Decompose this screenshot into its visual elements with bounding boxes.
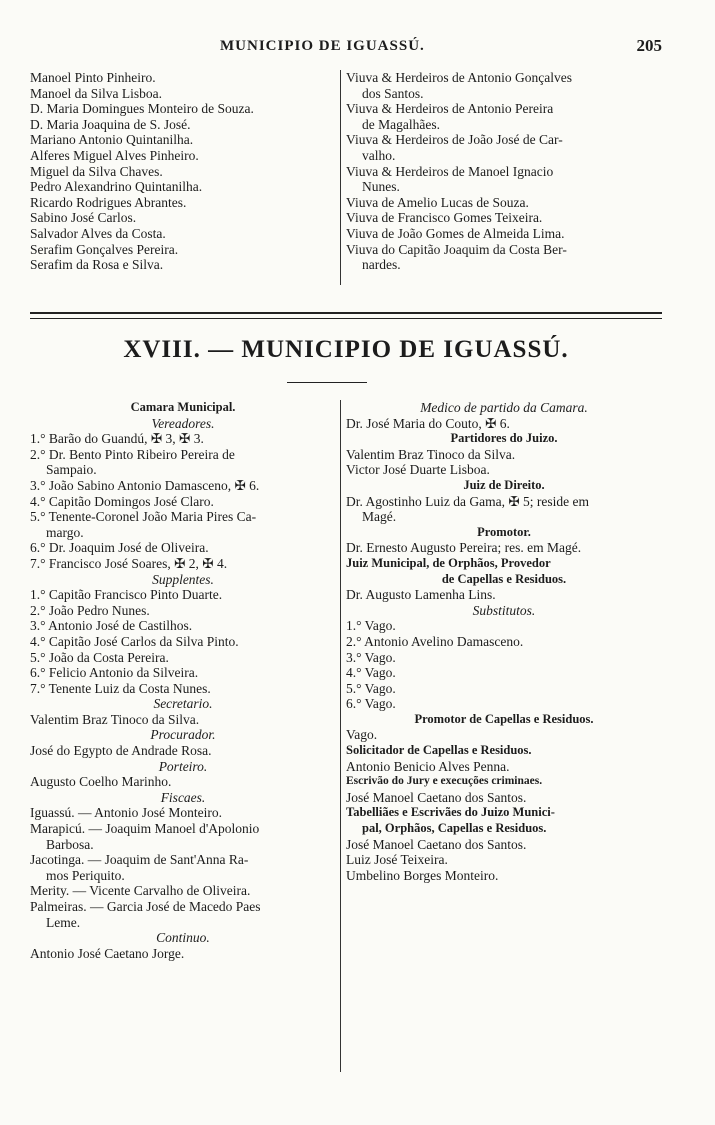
list-item: 2.° João Pedro Nunes. <box>30 602 150 618</box>
list-item: 6.° Vago. <box>346 696 396 712</box>
list-item: 1.° Capitão Francisco Pinto Duarte. <box>30 587 223 603</box>
list-item: 3.° João Sabino Antonio Damasceno, ✠ 6. <box>30 477 260 493</box>
list-item: Alferes Miguel Alves Pinheiro. <box>30 147 199 163</box>
list-item: Dr. Agostinho Luiz da Gama, ✠ 5; reside em <box>346 493 590 509</box>
partidores-heading: Partidores do Juizo. <box>450 431 558 446</box>
fiscaes-heading: Fiscaes. <box>160 789 206 805</box>
column-divider <box>340 400 341 1072</box>
procurador-heading: Procurador. <box>150 727 216 743</box>
medico-heading: Medico de partido da Camara. <box>420 400 588 415</box>
list-item: 7.° Tenente Luiz da Costa Nunes. <box>30 680 211 696</box>
list-item: Serafim Gonçalves Pereira. <box>30 241 179 257</box>
list-item: 2.° Dr. Bento Pinto Ribeiro Pereira de <box>30 446 235 462</box>
list-item: Umbelino Borges Monteiro. <box>346 867 499 883</box>
list-item: de Magalhães. <box>362 116 440 132</box>
list-item: mos Periquito. <box>46 867 125 883</box>
running-head: MUNICIPIO DE IGUASSÚ. <box>220 38 425 54</box>
list-item: D. Maria Joaquina de S. José. <box>30 116 191 132</box>
list-item: Merity. — Vicente Carvalho de Oliveira. <box>30 883 251 899</box>
list-item: Luiz José Teixeira. <box>346 852 448 868</box>
continuo-heading: Continuo. <box>156 930 210 946</box>
list-item: Dr. Ernesto Augusto Pereira; res. em Magé. <box>346 540 582 556</box>
list-item: Viuva & Herdeiros de Antonio Pereira <box>346 101 554 117</box>
secretario-heading: Secretario. <box>153 696 213 712</box>
list-item: Sampaio. <box>46 462 97 478</box>
camara-heading: Camara Municipal. <box>130 400 236 414</box>
porteiro-heading: Porteiro. <box>158 758 208 774</box>
list-item: Manoel Pinto Pinheiro. <box>30 70 156 85</box>
right-column <box>346 400 662 883</box>
list-item: margo. <box>46 524 84 540</box>
list-item: Antonio José Caetano Jorge. <box>30 945 185 961</box>
list-item: Dr. José Maria do Couto, ✠ 6. <box>346 415 510 431</box>
list-item: Viuva de Francisco Gomes Teixeira. <box>346 210 543 226</box>
list-item: 6.° Felicio Antonio da Silveira. <box>30 665 199 681</box>
list-item: Ricardo Rodrigues Abrantes. <box>30 194 187 210</box>
list-item: José Manoel Caetano dos Santos. <box>346 789 527 805</box>
list-item: Manoel da Silva Lisboa. <box>30 85 162 101</box>
title-underline <box>287 382 367 383</box>
column-divider <box>340 70 341 285</box>
page-number: 205 <box>636 36 662 55</box>
list-item: Viuva de João Gomes de Almeida Lima. <box>346 225 565 241</box>
list-item: Viuva & Herdeiros de Antonio Gonçalves <box>346 70 573 85</box>
juiz-direito-heading: Juiz de Direito. <box>463 477 545 492</box>
list-item: 3.° Antonio José de Castilhos. <box>30 618 193 634</box>
list-item: Pedro Alexandrino Quintanilha. <box>30 179 203 195</box>
list-item: Marapicú. — Joaquim Manoel d'Apolonio <box>30 821 260 837</box>
list-item: dos Santos. <box>362 85 424 101</box>
list-item: D. Maria Domingues Monteiro de Souza. <box>30 101 254 117</box>
list-item: 4.° Capitão Domingos José Claro. <box>30 493 214 509</box>
list-item: Nunes. <box>362 179 400 195</box>
list-item: Victor José Duarte Lisboa. <box>346 462 490 478</box>
list-item: 7.° Francisco José Soares, ✠ 2, ✠ 4. <box>30 555 228 571</box>
list-item: Iguassú. — Antonio José Monteiro. <box>30 805 222 821</box>
list-item: 1.° Barão do Guandú, ✠ 3, ✠ 3. <box>30 431 204 447</box>
list-item: Valentim Braz Tinoco da Silva. <box>30 711 200 727</box>
juiz-municipal-heading-cont: de Capellas e Residuos. <box>441 571 567 586</box>
section-title: XVIII. — MUNICIPIO DE IGUASSÚ. <box>123 336 569 363</box>
list-item: Viuva & Herdeiros de João José de Car- <box>346 132 563 148</box>
list-item: José do Egypto de Andrade Rosa. <box>30 743 212 759</box>
supplentes-heading: Supplentes. <box>152 571 214 587</box>
list-item: Valentim Braz Tinoco da Silva. <box>346 446 516 462</box>
list-item: 5.° Vago. <box>346 680 396 696</box>
list-item: 4.° Vago. <box>346 665 396 681</box>
list-item: 1.° Vago. <box>346 618 396 634</box>
left-column <box>30 400 336 961</box>
top-section <box>30 70 662 285</box>
list-item: Salvador Alves da Costa. <box>30 225 166 241</box>
escrivao-heading: Escrivão do Jury e execuções criminaes. <box>346 775 543 788</box>
list-item: Palmeiras. — Garcia José de Macedo Paes <box>30 899 261 914</box>
list-item: Vago. <box>346 727 378 743</box>
list-item: Viuva do Capitão Joaquim da Costa Ber- <box>346 241 567 257</box>
list-item: valho. <box>362 147 396 163</box>
list-item: 2.° Antonio Avelino Damasceno. <box>346 633 524 649</box>
list-item: Augusto Coelho Marinho. <box>30 774 172 790</box>
top-left-list <box>30 70 336 273</box>
list-item: José Manoel Caetano dos Santos. <box>346 836 527 852</box>
tabelliaes-heading: Tabelliães e Escrivães do Juizo Munici- <box>346 805 555 820</box>
juiz-municipal-heading: Juiz Municipal, de Orphãos, Provedor <box>346 555 551 570</box>
list-item: Miguel da Silva Chaves. <box>30 163 163 179</box>
list-item: 3.° Vago. <box>346 649 396 665</box>
section-divider <box>30 312 662 319</box>
list-item: Barbosa. <box>46 836 94 852</box>
solicitador-heading: Solicitador de Capellas e Residuos. <box>346 743 532 758</box>
substitutos-heading: Substitutos. <box>472 602 536 618</box>
list-item: Mariano Antonio Quintanilha. <box>30 132 194 148</box>
list-item: Serafim da Rosa e Silva. <box>30 257 164 273</box>
promotor-heading: Promotor. <box>477 524 531 539</box>
main-section <box>30 400 662 1080</box>
list-item: Sabino José Carlos. <box>30 210 137 226</box>
tabelliaes-heading-cont: pal, Orphãos, Capellas e Residuos. <box>362 821 547 836</box>
page-header <box>30 36 662 58</box>
list-item: Viuva & Herdeiros de Manoel Ignacio <box>346 163 554 179</box>
vereadores-heading: Vereadores. <box>151 415 215 431</box>
list-item: Antonio Benicio Alves Penna. <box>346 758 510 774</box>
list-item: 5.° João da Costa Pereira. <box>30 649 169 665</box>
list-item: 5.° Tenente-Coronel João Maria Pires Ca- <box>30 509 257 525</box>
list-item: nardes. <box>362 257 401 273</box>
list-item: Viuva de Amelio Lucas de Souza. <box>346 194 529 210</box>
list-item: 4.° Capitão José Carlos da Silva Pinto. <box>30 633 239 649</box>
list-item: Leme. <box>46 914 81 930</box>
list-item: Dr. Augusto Lamenha Lins. <box>346 587 496 603</box>
top-right-list <box>346 70 662 273</box>
promotor-capellas-heading: Promotor de Capellas e Residuos. <box>414 711 594 726</box>
list-item: Jacotinga. — Joaquim de Sant'Anna Ra- <box>30 852 249 868</box>
list-item: Magé. <box>362 509 397 525</box>
list-item: 6.° Dr. Joaquim José de Oliveira. <box>30 540 209 556</box>
